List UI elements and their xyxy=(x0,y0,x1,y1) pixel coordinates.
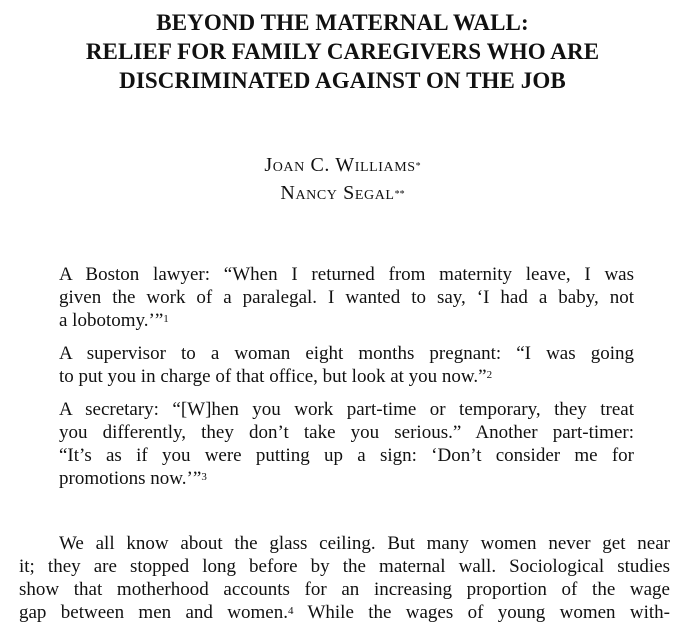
epigraph-quotes xyxy=(59,263,634,500)
author-footnote-mark: * xyxy=(415,161,421,172)
author-2 xyxy=(0,179,685,207)
quote-line-last xyxy=(59,309,634,332)
epigraph-quote-1 xyxy=(59,263,634,332)
author-list xyxy=(0,151,685,207)
footnote-marker: 4 xyxy=(287,605,294,617)
quote-line: given the work of a paralegal. I wanted to say, ‘I had a baby, not xyxy=(59,287,634,308)
quote-line-last xyxy=(59,467,634,490)
author-name: Nancy Segal xyxy=(280,182,395,204)
title-line-2: RELIEF FOR FAMILY CAREGIVERS WHO ARE xyxy=(85,39,600,64)
epigraph-quote-2 xyxy=(59,342,634,388)
quote-line-last xyxy=(59,365,634,388)
footnote-marker: 2 xyxy=(486,369,493,381)
body-line: show that motherhood accounts for an increasing proportion of the wage xyxy=(19,579,670,600)
epigraph-quote-3 xyxy=(59,398,634,490)
quote-line-text: promotions now.’” xyxy=(59,468,202,489)
quote-line: A secretary: “[W]hen you work part-time or temporary, they treat xyxy=(59,399,634,420)
quote-line: you differently, they don’t take you serious.” Another part-timer: xyxy=(59,422,634,443)
footnote-marker: 1 xyxy=(163,313,169,325)
quote-line-text: to put you in charge of that office, but look at you now.” xyxy=(59,366,487,387)
body-line: it; they are stopped long before by the maternal wall. Sociological studies xyxy=(19,556,670,577)
footnote-marker: 3 xyxy=(201,471,207,483)
author-footnote-mark: ** xyxy=(394,189,405,200)
body-paragraph xyxy=(19,532,670,624)
article-title xyxy=(0,8,685,95)
author-name: Joan C. Williams xyxy=(264,154,416,176)
quote-line: “It’s as if you were putting up a sign: ‘Don’t consider me for xyxy=(59,445,634,466)
title-line-1: BEYOND THE MATERNAL WALL: xyxy=(156,10,529,35)
author-1 xyxy=(0,151,685,179)
quote-line: A Boston lawyer: “When I returned from maternity leave, I was xyxy=(59,264,634,285)
body-line-text: While the wages of young women with- xyxy=(293,602,671,623)
body-line: We all know about the glass ceiling. But many women never get near xyxy=(59,533,670,554)
body-line-text: gap between men and women. xyxy=(19,602,288,623)
quote-line: A supervisor to a woman eight months pregnant: “I was going xyxy=(59,343,634,364)
body-line xyxy=(19,601,670,624)
title-line-3: DISCRIMINATED AGAINST ON THE JOB xyxy=(119,68,566,93)
quote-line-text: a lobotomy.’” xyxy=(59,310,164,331)
